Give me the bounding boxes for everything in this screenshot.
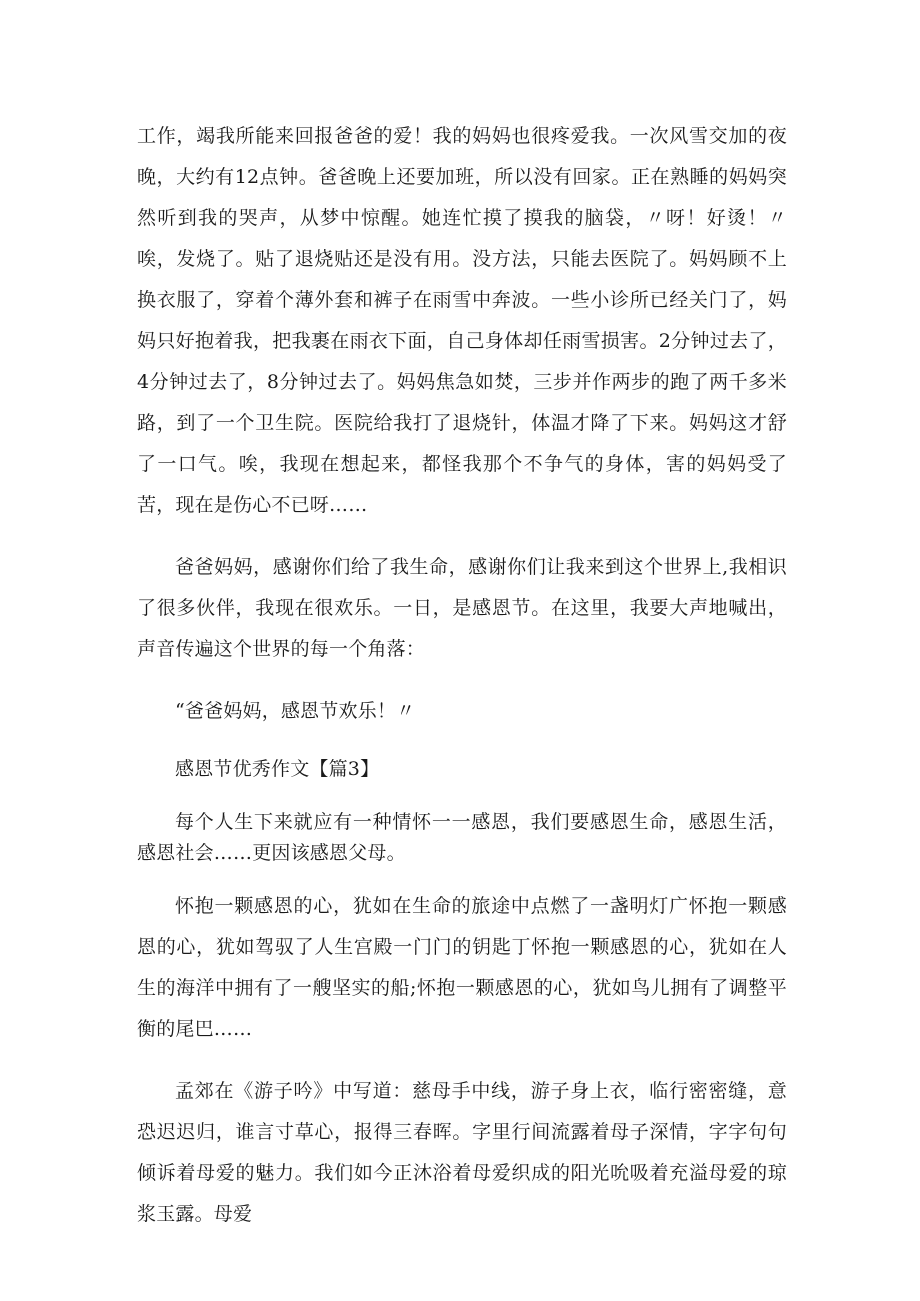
paragraph-gratitude-intro: 每个人生下来就应有一种情怀一一感恩，我们要感恩生命，感恩生活，感恩社会……更因该感恩父母。 xyxy=(137,811,787,864)
paragraph-grateful-heart: 怀抱一颗感恩的心，犹如在生命的旅途中点燃了一盏明灯广怀抱一颗感恩的心，犹如驾驭了人生宫殿一门门的钥匙丁怀抱一颗感恩的心，犹如在人生的海洋中拥有了一艘坚实的船;怀抱一颗感恩的心，犹如鸟儿拥有了调整平衡的尾巴…… xyxy=(137,895,787,1040)
paragraph-happy-thanksgiving-quote: “爸爸妈妈，感恩节欢乐！〃 xyxy=(175,700,416,722)
document-body xyxy=(137,116,787,1235)
section-heading-essay-3: 感恩节优秀作文【篇3】 xyxy=(175,758,380,780)
paragraph-mengjiao-poem: 孟郊在《游子吟》中写道：慈母手中线，游子身上衣，临行密密缝，意恐迟迟归，谁言寸草心，报得三春晖。字里行间流露着母子深情，字字句句倾诉着母爱的魅力。我们如今正沐浴着母爱织成的阳光吮吸着充溢母爱的琼浆玉露。母爱 xyxy=(137,1080,787,1225)
paragraph-mother-snowstorm: 工作，竭我所能来回报爸爸的爱！我的妈妈也很疼爱我。一次风雪交加的夜晚，大约有12点钟。爸爸晚上还要加班，所以没有回家。正在熟睡的妈妈突然听到我的哭声，从梦中惊醒。她连忙摸了摸我的脑袋，〃呀！好烫！〃唉，发烧了。贴了退烧贴还是没有用。没方法，只能去医院了。妈妈顾不上换衣服了，穿着个薄外套和裤子在雨雪中奔波。一些小诊所已经关门了，妈妈只好抱着我，把我裹在雨衣下面，自己身体却任雨雪损害。2分钟过去了，4分钟过去了，8分钟过去了。妈妈焦急如焚，三步并作两步的跑了两千多米路，到了一个卫生院。医院给我打了退烧针，体温才降了下来。妈妈这才舒了一口气。唉，我现在想起来，都怪我那个不争气的身体，害的妈妈受了苦，现在是伤心不已呀…… xyxy=(137,125,787,516)
paragraph-thanks-parents: 爸爸妈妈，感谢你们给了我生命，感谢你们让我来到这个世界上,我相识了很多伙伴，我现在很欢乐。一日，是感恩节。在这里，我要大声地喊出，声音传遍这个世界的每一个角落： xyxy=(137,556,787,660)
